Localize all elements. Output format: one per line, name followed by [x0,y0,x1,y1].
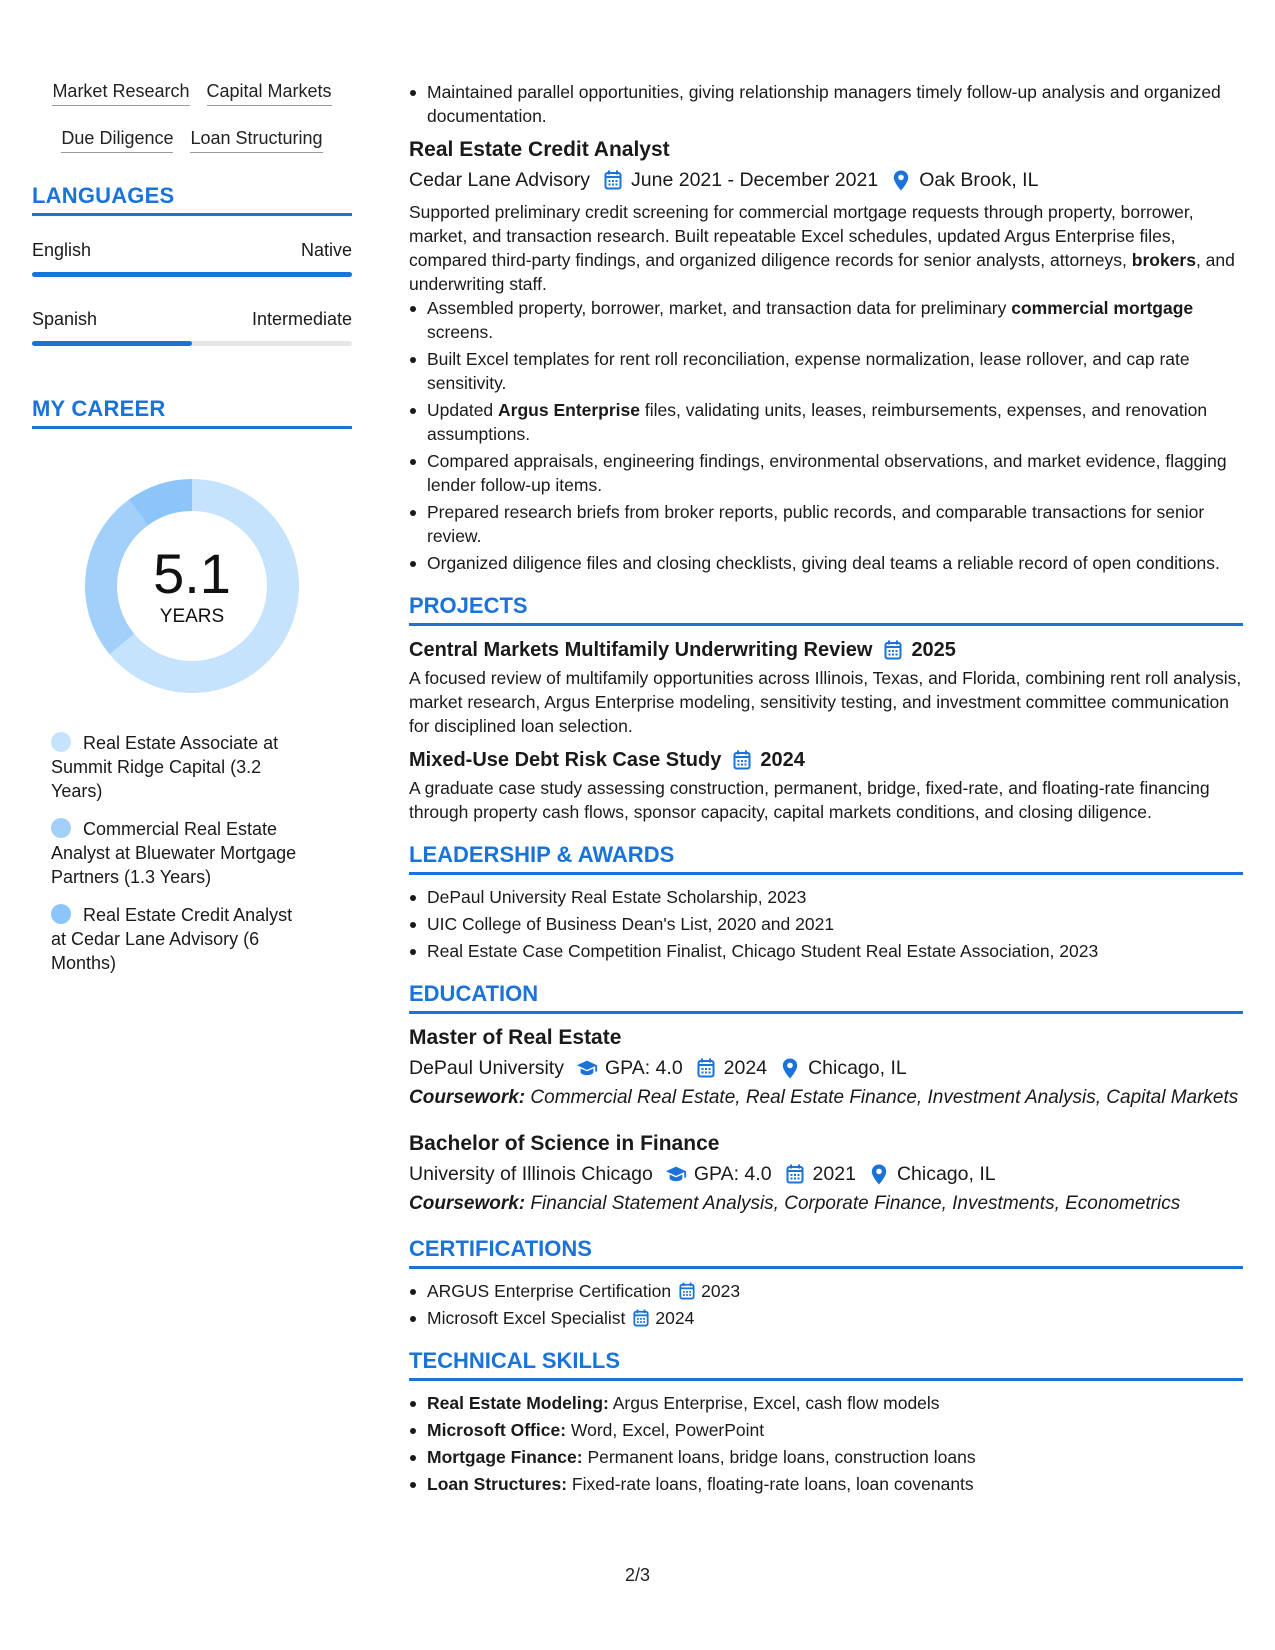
legend-dot [51,732,71,752]
school-name: University of Illinois Chicago [409,1163,653,1185]
summary-text: , and underwriting staff. [409,250,1235,294]
language-row [32,238,352,262]
school-location: Chicago, IL [808,1057,907,1079]
legend-item [51,817,312,889]
bullet-item: Compared appraisals, engineering findings, environmental observations, and market evidence, flagging lender follow-up items. [409,449,1243,497]
bullet-item: Built Excel templates for rent roll reconciliation, expense normalization, lease rollover, and cap rate sensitivity. [409,347,1243,395]
bullet-item: Updated Argus Enterprise files, validating units, leases, reimbursements, expenses, and renovation assumptions. [409,398,1243,446]
degree-title: Bachelor of Science in Finance [409,1132,720,1155]
education-heading: EDUCATION [409,981,1243,1014]
skill-label: Microsoft Office: [427,1420,567,1440]
project-year: 2025 [911,639,956,661]
technical-skills-list [409,1391,1243,1496]
skill-value: Permanent loans, bridge loans, construction loans [587,1447,976,1467]
language-bar-fill [32,272,352,277]
education-meta [409,1160,1243,1188]
projects-heading: PROJECTS [409,593,1243,626]
skill-label: Real Estate Modeling: [427,1393,609,1413]
languages-heading: LANGUAGES [32,183,352,216]
certifications-heading: CERTIFICATIONS [409,1236,1243,1269]
legend-label: Commercial Real Estate Analyst at Bluewater Mortgage Partners (1.3 Years) [51,819,297,887]
gpa: GPA: 4.0 [604,1057,683,1079]
calendar-icon [633,1309,653,1329]
school-location: Chicago, IL [896,1163,996,1185]
education-item [409,1130,1243,1216]
legend-label: Real Estate Credit Analyst at Cedar Lane Advisory (6 Months) [51,905,293,973]
calendar-icon [679,1282,699,1302]
school-name: DePaul University [409,1057,564,1079]
skill-tag: Market Research [52,80,189,106]
project-title: Central Markets Multifamily Underwriting Review [409,639,873,661]
calendar-icon [695,1057,717,1079]
technical-skill-item [409,1445,1243,1469]
leadership-list [409,885,1243,963]
job-summary [409,200,1243,296]
job-location: Oak Brook, IL [919,169,1039,191]
project-desc: A graduate case study assessing construction, permanent, bridge, fixed-rate, and floating-rate financing through property cash flows, sponsor capacity, capital markets conditions, and closing diligence. [409,778,1210,822]
legend-item [51,731,312,803]
page-number: 2/3 [624,1565,651,1585]
skill-value: Word, Excel, PowerPoint [570,1420,765,1440]
coursework-label: Coursework: [409,1193,526,1214]
language-bar [32,272,352,277]
skill-value: Argus Enterprise, Excel, cash flow models [612,1393,940,1413]
certification-year: 2023 [701,1281,741,1301]
coursework [409,1086,1243,1110]
skill-tags [32,80,352,153]
coursework [409,1192,1243,1216]
technical-skill-item [409,1391,1243,1415]
project-title-row [409,746,1243,774]
certification-name: ARGUS Enterprise Certification [427,1281,672,1301]
skill-tag: Capital Markets [207,80,332,106]
project-title-row [409,636,1243,664]
legend-label: Real Estate Associate at Summit Ridge Capital (3.2 Years) [51,733,279,801]
map-pin-icon [779,1057,801,1079]
technical-skill-item [409,1472,1243,1496]
graduation-year: 2021 [812,1163,856,1185]
language-level: Native [300,240,352,260]
certification-name: Microsoft Excel Specialist [427,1308,626,1328]
bullet-item: Organized diligence files and closing checklists, giving deal teams a reliable record of open conditions. [409,551,1243,575]
job-company: Cedar Lane Advisory [409,169,591,191]
skill-label: Mortgage Finance: [427,1447,583,1467]
career-legend [32,731,312,975]
language-bar [32,341,352,346]
job-bullets [409,296,1243,575]
leadership-item: Real Estate Case Competition Finalist, Chicago Student Real Estate Association, 2023 [409,939,1243,963]
job-dates: June 2021 - December 2021 [631,169,879,191]
map-pin-icon [868,1163,890,1185]
graduation-cap-icon [665,1163,687,1185]
degree-title: Master of Real Estate [409,1026,622,1049]
project-desc: A focused review of multifamily opportunities across Illinois, Texas, and Florida, combining rent roll analysis, market research, Argus Enterprise modeling, sensitivity testing, and investment committee communication for disciplined loan selection. [409,668,1242,736]
career-total [77,471,307,701]
project-year: 2024 [760,749,805,771]
gpa: GPA: 4.0 [693,1163,772,1185]
certification-item [409,1279,1243,1303]
technical-skills-heading: TECHNICAL SKILLS [409,1348,1243,1381]
career-donut-chart [77,471,307,701]
prev-job-bullets [409,80,1243,128]
job-title: Real Estate Credit Analyst [409,138,670,161]
language-bar-fill [32,341,192,346]
certification-year: 2024 [655,1308,695,1328]
coursework-text: Financial Statement Analysis, Corporate Finance, Investments, Econometrics [530,1193,1181,1214]
career-total-value: 5.1 [153,542,231,605]
bullet-item: Prepared research briefs from broker reports, public records, and comparable transactions for senior review. [409,500,1243,548]
career-heading: MY CAREER [32,396,352,429]
map-pin-icon [890,169,912,191]
bullet-item: Maintained parallel opportunities, giving relationship managers timely follow-up analysis and organized documentation. [409,80,1243,128]
sidebar [32,80,352,989]
skill-label: Loan Structures: [427,1474,568,1494]
skill-value: Fixed-rate loans, floating-rate loans, loan covenants [571,1474,974,1494]
calendar-icon [602,169,624,191]
certification-item [409,1306,1243,1330]
summary-text: Supported preliminary credit screening for commercial mortgage requests through property, borrower, market, and transaction research. Built repeatable Excel schedules, updated Argus Enterprise files, compared third-party findings, and organized diligence records for senior analysts, attorneys, [409,202,1194,270]
certifications-list [409,1279,1243,1330]
project-title: Mixed-Use Debt Risk Case Study [409,749,722,771]
bullet-item: Assembled property, borrower, market, and transaction data for preliminary commercial mortgage screens. [409,296,1243,344]
language-name: English [32,240,92,260]
leadership-item: UIC College of Business Dean's List, 2020 and 2021 [409,912,1243,936]
main-content [409,80,1243,1499]
language-level: Intermediate [251,309,352,329]
project-item [409,746,1243,824]
calendar-icon [731,749,753,771]
skill-tag: Loan Structuring [190,127,322,153]
leadership-heading: LEADERSHIP & AWARDS [409,842,1243,875]
calendar-icon [784,1163,806,1185]
calendar-icon [882,639,904,661]
language-row [32,307,352,331]
summary-bold: brokers [1131,250,1196,270]
job-meta [409,166,1243,194]
technical-skill-item [409,1418,1243,1442]
graduation-cap-icon [576,1057,598,1079]
language-name: Spanish [32,309,98,329]
coursework-label: Coursework: [409,1087,526,1108]
career-total-unit: YEARS [159,606,225,627]
education-item [409,1024,1243,1110]
leadership-item: DePaul University Real Estate Scholarship, 2023 [409,885,1243,909]
project-item [409,636,1243,738]
legend-item [51,903,312,975]
graduation-year: 2024 [723,1057,768,1079]
legend-dot [51,818,71,838]
coursework-text: Commercial Real Estate, Real Estate Finance, Investment Analysis, Capital Markets [530,1087,1239,1108]
legend-dot [51,904,71,924]
education-meta [409,1054,1243,1082]
languages-list [32,238,352,346]
skill-tag: Due Diligence [61,127,173,153]
